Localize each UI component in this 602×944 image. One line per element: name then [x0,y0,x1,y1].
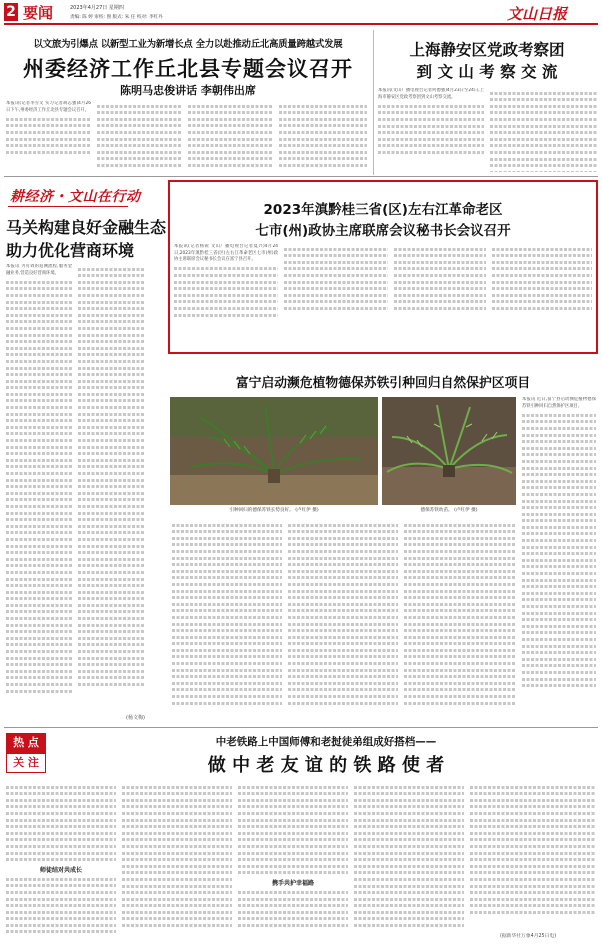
story-body-column [404,520,516,720]
story-body-column [97,101,182,173]
hot-topic-divider [4,727,598,728]
story-lead: 本报讯 近日,富宁县启动濒危植物德保苏铁引种回归自然保护区项目。 [522,397,596,409]
story-kicker: 以文旅为引爆点 以新型工业为新增长点 全力以赴推动丘北高质量跨越式发展 [33,39,343,50]
story-lead: 本报讯 为有效的追溯流程,服务金融业务,营造良好营商环境。 [6,264,72,276]
story-body-column [188,101,273,173]
story-lead: 本报讯(记者杨锐 文山广播电视台记者夏兴)4月24日,2023年滇黔桂三省(区)左右江革命老区七市(州)政协主席联席会议秘书长会议在富宁县召开。 [174,244,278,263]
cycad-photo-2 [382,397,516,505]
tag-text: 关 注 [13,756,39,769]
section-name: 要闻 [23,4,54,22]
cycad-photo-1 [170,397,378,505]
story-headline-line-1: 马关构建良好金融生态 [6,218,167,237]
story-body-column [378,88,484,172]
photo-caption [172,507,376,513]
story-body-column [522,397,596,721]
caption-text: 德保苏铁幼苗。 [420,508,453,513]
story-body-column [174,244,278,344]
story-headline: 富宁启动濒危植物德保苏铁引种回归自然保护区项目 [235,376,531,391]
hot-topic-tag-top [6,733,46,753]
date-line: 2023年4月27日 星期四 [70,5,124,11]
story-subheadline: 陈明马忠俊讲话 李朝伟出席 [120,84,256,97]
hot-topic-tag-bottom [6,753,46,773]
story-body-column [284,244,388,344]
page-number: 2 [6,4,16,20]
story-headline-line-2: 到 文 山 考 察 交 流 [416,63,558,81]
editors-line: 责编: 陈 婷 审校: 图 版式: 朱 任 校对: 李红丹 [70,15,163,20]
masthead-rule [4,23,598,25]
column-kicker-underline [8,206,128,207]
story-body-column [394,244,486,344]
section-divider [4,176,598,177]
photo-caption [382,507,516,513]
section-subheading: 携手共护幸福路 [271,880,314,888]
story-body-column [238,782,348,940]
story-footer: (据新华社万象4月25日电) [500,934,557,939]
story-body-column [6,782,116,940]
photo-credit: (卢红伊 摄) [295,508,319,513]
caption-text: 引种回归的德保苏铁长势良好。 [229,508,294,513]
photo-credit: (卢红伊 摄) [454,508,478,513]
cycad-seedling-image [382,397,516,505]
hot-topic-tag [6,733,46,773]
story-body-column [288,520,398,720]
story-body-column [78,264,144,724]
tag-text: 热 点 [13,736,39,749]
story-headline-line-1: 2023年滇黔桂三省(区)左右江革命老区 [263,202,503,218]
masthead [0,0,602,30]
story-byline: (杨文梅) [126,715,145,721]
story-body-column [6,101,91,173]
page-number-box [4,3,18,21]
column-kicker: 耕经济・文山在行动 [10,189,141,205]
story-headline-line-1: 上海静安区党政考察团 [409,41,565,59]
story-headline-line-2: 助力优化营商环境 [6,241,135,260]
story-body-column [470,782,596,932]
paper-logo: 文山日报 [507,5,568,23]
story-headline: 州委经济工作丘北县专题会议召开 [23,57,353,81]
story-body-column [6,264,72,724]
section-subheading: 师徒结对共成长 [39,867,82,875]
story-body-column [172,520,282,720]
story-body-column [490,88,598,172]
story-lead: 本报讯(文山广播电视台记者何德强)4月23日至24日,上海市静安区党政考察团到文山考察交流。 [378,88,484,100]
story-headline: 做 中 老 友 谊 的 铁 路 使 者 [207,755,445,776]
story-body-column [492,244,592,344]
story-body-column [354,782,464,940]
story-body-column [279,101,367,173]
story-body-column [150,264,166,724]
column-divider [373,30,374,175]
story-headline-line-2: 七市(州)政协主席联席会议秘书长会议召开 [255,223,511,239]
story-lead: 本报讯(记者李雪文 实习记者胡志强)4月26日下午,州委经济工作丘北县专题会议召开。 [6,101,91,113]
story-kicker: 中老铁路上中国师傅和老挝徒弟组成好搭档—— [215,736,437,748]
cycad-plant-image [170,397,378,505]
story-body-column [122,782,232,940]
